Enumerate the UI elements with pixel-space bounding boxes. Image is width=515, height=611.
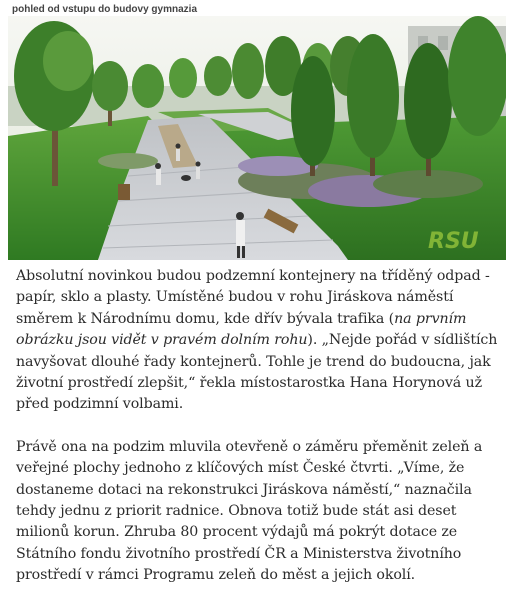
text-line: tehdy jednu z priorit radnice. Obnova totiž bude stát asi deset	[16, 503, 457, 520]
article-body	[16, 266, 510, 608]
text-line: dostaneme dotaci na rekonstrukci Jiráskova náměstí,“ naznačila	[16, 481, 472, 498]
text-line: Absolutní novinkou budou podzemní kontejnery na tříděný odpad -	[16, 268, 490, 284]
watermark-logo: RSU	[428, 229, 479, 254]
text-line: životní prostředí zlepšit,“ řekla místostarostka Hana Horynová už	[16, 375, 482, 392]
text-line: před podzimní volbami.	[16, 396, 184, 413]
text-line: prostředí v rámci Programu zeleň do měst a jejich okolí.	[16, 567, 416, 584]
park-rendering-image	[8, 16, 506, 260]
text-line: milionů korun. Zhruba 80 procent výdajů má pokrýt dotace ze	[16, 524, 458, 541]
figure-caption: pohled od vstupu do budovy gymnazia	[12, 4, 200, 16]
text-span: směrem k Národnímu domu, kde dřív bývala trafika (	[16, 310, 395, 327]
italic-note: obrázku jsou vidět v pravém dolním rohu	[16, 332, 308, 349]
text-line	[16, 309, 510, 330]
text-line: papír, sklo a plasty. Umístěné budou v rohu Jiráskova náměstí	[16, 289, 454, 306]
paragraph-1	[16, 266, 510, 416]
text-line	[16, 330, 510, 351]
italic-note: na prvním	[394, 310, 467, 327]
text-line: Právě ona na podzim mluvila otevřeně o záměru přeměnit zeleň a	[16, 438, 483, 455]
text-span: ). „Nejde pořád v sídlištích	[307, 332, 498, 349]
text-line: navyšovat dlouhé řady kontejnerů. Tohle je trend do budoucna, jak	[16, 353, 491, 370]
paragraph-2	[16, 437, 510, 587]
park-visualization-figure	[8, 4, 506, 260]
text-line: Státního fondu životního prostředí ČR a Ministerstva životního	[16, 545, 462, 562]
text-line: veřejné plochy jednoho z klíčových míst České čtvrti. „Víme, že	[16, 460, 465, 477]
